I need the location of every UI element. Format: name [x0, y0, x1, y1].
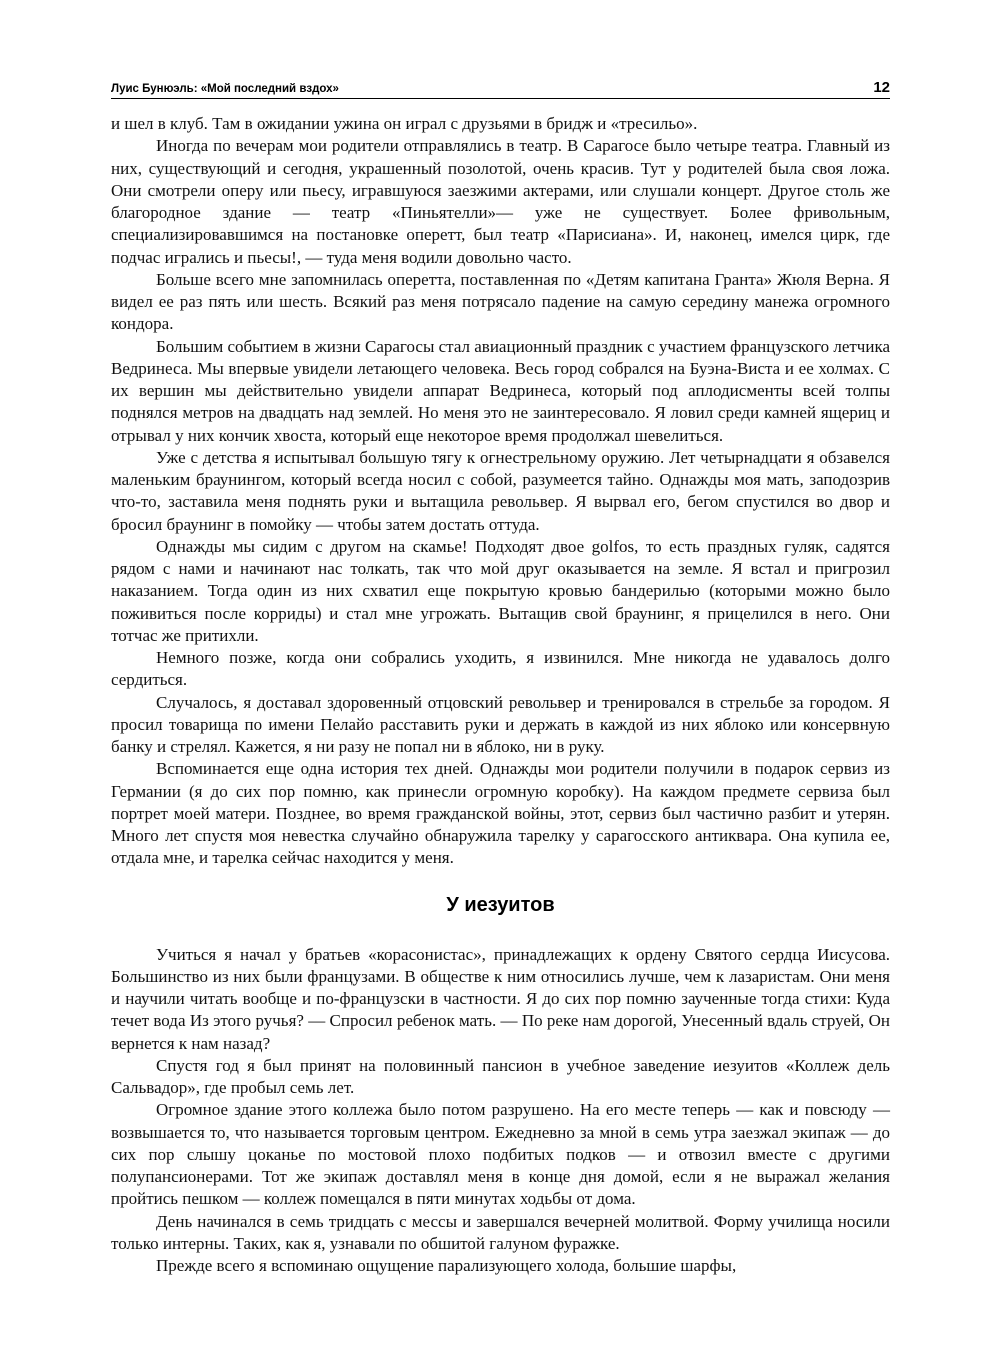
paragraph: Однажды мы сидим с другом на скамье! Подходят двое golfos, то есть праздных гуляк, садятся рядом с нами и начинают нас толкать, так что мой друг оказывается на земле. Я встал и пригрозил наказанием. Тогда один из них схватил еще покрытую кровью бандерилью (которыми можно было поживиться после корриды) и стал мне угрожать. Вытащив свой браунинг, я прицелился в него. Они тотчас же притихли.	[111, 536, 890, 645]
header-title: Луис Бунюэль: «Мой последний вздох»	[111, 83, 339, 95]
paragraph: и шел в клуб. Там в ожидании ужина он играл с друзьями в бридж и «тресильо».	[111, 114, 698, 133]
paragraph: Большим событием в жизни Сарагосы стал авиационный праздник с участием французского летчика Ведринеса. Мы впервые увидели летающего человека. Весь город собрался на Буэна-Виста и ее холмах. С их вершин мы действительно увидели аппарат Ведринеса, который под аплодисменты всей толпы поднялся метров на двадцать над землей. Но меня это не заинтересовало. Я ловил среди камней ящериц и отрывал у них кончик хвоста, который еще некоторое время продолжал шевелиться.	[111, 336, 890, 445]
paragraph: Иногда по вечерам мои родители отправлялись в театр. В Сарагосе было четыре театра. Главный из них, существующий и сегодня, украшенный позолотой, очень красив. Тут у родителей была своя ложа. Они смотрели оперу или пьесу, игравшуюся заезжими актерами, или слушали концерт. Другое столь же благородное здание — театр «Пиньятелли»— уже не существует. Более фривольным, специализировавшимся на постановке оперетт, был театр «Парисиана». И, наконец, имелся цирк, где подчас игрались и пьесы!, — туда меня водили довольно часто.	[111, 136, 890, 267]
paragraph: Случалось, я доставал здоровенный отцовский револьвер и тренировался в стрельбе за городом. Я просил товарища по имени Пелайо расставить руки и держать в каждой из них яблоко или консервную банку и стрелял. Кажется, я ни разу не попал ни в яблоко, ни в руку.	[111, 692, 890, 756]
section-heading: У иезуитов	[446, 893, 555, 916]
paragraph: Больше всего мне запомнилась оперетта, поставленная по «Детям капитана Гранта» Жюля Верна. Я видел ее раз пять или шесть. Всякий раз меня потрясало падение на самую середину манежа огромного кондора.	[111, 269, 890, 334]
paragraph: Учиться я начал у братьев «корасонистас», принадлежащих к ордену Святого сердца Иисусова. Большинство из них были французами. В обществе к ним относились лучше, чем к лазаристам. Они меня и научили читать вообще и по-французски в частности. Я до сих пор помню заученные тогда стихи: Куда течет вода Из этого ручья? — Спросил ребенок мать. — По реке нам дорогой, Унесенный вдаль струей, Он вернется к нам назад?	[111, 944, 890, 1053]
paragraph: Огромное здание этого коллежа было потом разрушено. На его месте теперь — как и повсюду — возвышается то, что называется торговым центром. Ежедневно за мной в семь утра заезжал экипаж — до сих пор слышу цоканье по мостовой плохо подбитых подков — и отвозил вместе с другими полупансионерами. Тот же экипаж доставлял меня в конце дня домой, если я не выражал желания пройтись пешком — коллеж помещался в пяти минутах ходьбы от дома.	[111, 1100, 890, 1209]
paragraph: Вспоминается еще одна история тех дней. Однажды мои родители получили в подарок сервиз из Германии (я до сих пор помню, как принесли огромную коробку). На каждом предмете сервиза был портрет моей матери. Позднее, во время гражданской войны, этот, сервиз был частично разбит и утерян. Много лет спустя моя невестка случайно обнаружила тарелку у сарагосского антиквара. Она купила ее, отдала мне, и тарелка сейчас находится у меня.	[111, 759, 890, 868]
paragraph: Уже с детства я испытывал большую тягу к огнестрельному оружию. Лет четырнадцати я обзавелся маленьким браунингом, который всегда носил с собой, разумеется тайно. Однажды моя мать, заподозрив что-то, заставила меня поднять руки и вытащила револьвер. Я вырвал его, бегом спустился во двор и бросил браунинг в помойку — чтобы затем достать оттуда.	[111, 447, 890, 534]
paragraph: Спустя год я был принят на половинный пансион в учебное заведение иезуитов «Коллеж дель Сальвадор», где пробыл семь лет.	[111, 1055, 890, 1097]
page-number: 12	[873, 79, 890, 96]
paragraph: День начинался в семь тридцать с мессы и завершался вечерней молитвой. Форму училища носили только интерны. Таких, как я, узнавали по обшитой галуном фуражке.	[111, 1211, 890, 1253]
paragraph: Немного позже, когда они собрались уходить, я извинился. Мне никогда не удавалось долго сердиться.	[111, 648, 890, 690]
page-body	[111, 113, 890, 1277]
paragraph: Прежде всего я вспоминаю ощущение парализующего холода, большие шарфы,	[156, 1256, 737, 1275]
running-header	[111, 76, 890, 99]
